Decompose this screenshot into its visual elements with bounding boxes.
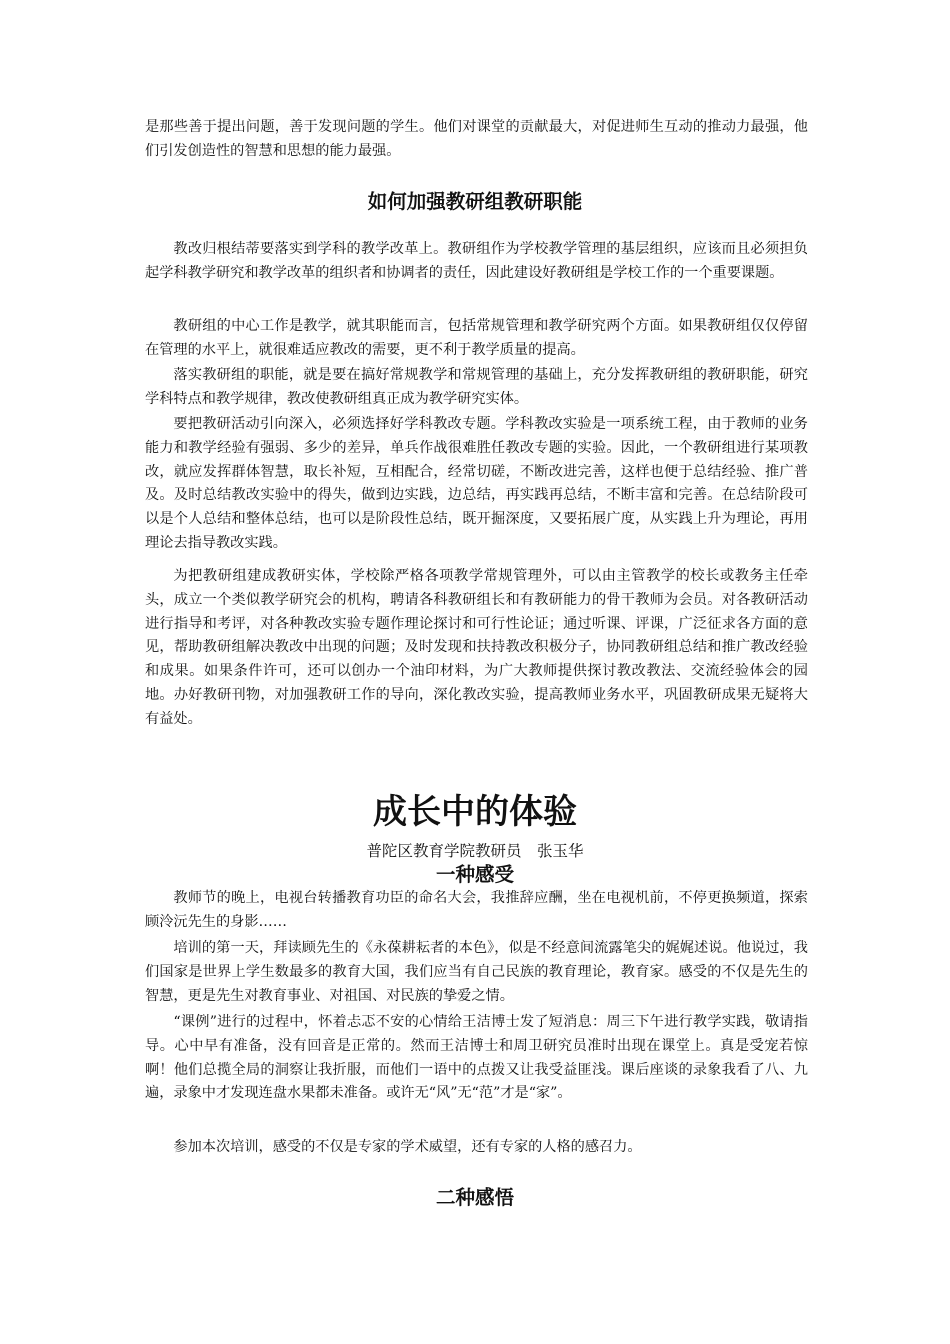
section-paragraph-1: 教改归根结蒂要落实到学科的教学改革上。教研组作为学校教学管理的基层组织，应该而且必须担负起学科教学研究和教学改革的组织者和协调者的责任，因此建设好教研组是学校工作的一个重要课题。 — [145, 241, 808, 281]
article-paragraph-2: 培训的第一天，拜读顾先生的《永葆耕耘者的本色》，似是不经意间流露笔尖的娓娓述说。他说过，我们国家是世界上学生数最多的教育大国，我们应当有自己民族的教育理论，教育家。感受的不仅是先生的智慧，更是先生对教育事业、对祖国、对民族的挚爱之情。 — [145, 940, 808, 1004]
section-paragraph-4: 要把教研活动引向深入，必须选择好学科教改专题。学科教改实验是一项系统工程，由于教师的业务能力和教学经验有强弱、多少的差异，单兵作战很难胜任教改专题的实验。因此，一个教研组进行某项教改，就应发挥群体智慧，取长补短，互相配合，经常切磋，不断改进完善，这样也便于总结经验、推广普及。及时总结教改实验中的得失，做到边实践，边总结，再实践再总结，不断丰富和完善。在总结阶段可以是个人总结和整体总结，也可以是阶段性总结，既开掘深度，又要拓展广度，从实践上升为理论，再用理论去指导教改实践。 — [145, 416, 808, 551]
subheading-second: 二种感悟 — [435, 1186, 514, 1209]
article-paragraph-4: 参加本次培训，感受的不仅是专家的学术威望，还有专家的人格的感召力。 — [173, 1139, 642, 1155]
article-byline: 普陀区教育学院教研员 张玉华 — [366, 842, 584, 860]
article-title: 成长中的体验 — [373, 792, 577, 832]
intro-tail-paragraph: 是那些善于提出问题，善于发现问题的学生。他们对课堂的贡献最大，对促进师生互动的推动力最强，他们引发创造性的智慧和思想的能力最强。 — [145, 119, 808, 159]
section-paragraph-5: 为把教研组建成教研实体，学校除严格各项教学常规管理外，可以由主管教学的校长或教务主任牵头，成立一个类似教学研究会的机构，聘请各科教研组长和有教研能力的骨干教师为会员。对各教研活动进行指导和考评，对各种教改实验专题作理论探讨和可行性论证；通过听课、评课，广泛征求各方面的意见，帮助教研组解决教改中出现的问题；及时发现和扶持教改积极分子，协同教研组总结和推广教改经验和成果。如果条件许可，还可以创办一个油印材料，为广大教师提供探讨教改教法、交流经验体会的园地。办好教研刊物，对加强教研工作的导向，深化教改实验，提高教师业务水平，巩固教研成果无疑将大有益处。 — [145, 568, 808, 727]
section-paragraph-2: 教研组的中心工作是教学，就其职能而言，包括常规管理和教学研究两个方面。如果教研组仅仅停留在管理的水平上，就很难适应教改的需要，更不利于教学质量的提高。 — [145, 318, 808, 358]
article-paragraph-3: “课例”进行的过程中，怀着忐忑不安的心情给王洁博士发了短消息：周三下午进行教学实践，敬请指导。心中早有准备，没有回音是正常的。然而王洁博士和周卫研究员准时出现在课堂上。真是受宠若惊啊！他们总揽全局的洞察让我折服，而他们一语中的点拨又让我受益匪浅。课后座谈的录象我看了八、九遍，录象中才发现连盘水果都未准备。或许无“风”无“范”才是“家”。 — [145, 1014, 808, 1102]
subheading-first: 一种感受 — [435, 863, 514, 886]
article-paragraph-1: 教师节的晚上，电视台转播教育功臣的命名大会，我推辞应酬，坐在电视机前，不停更换频道，探索顾泠沅先生的身影…… — [145, 890, 808, 930]
section-paragraph-3: 落实教研组的职能，就是要在搞好常规教学和常规管理的基础上，充分发挥教研组的教研职能，研究学科特点和教学规律，教改使教研组真正成为教学研究实体。 — [145, 367, 808, 407]
section-title: 如何加强教研组教研职能 — [367, 190, 583, 213]
